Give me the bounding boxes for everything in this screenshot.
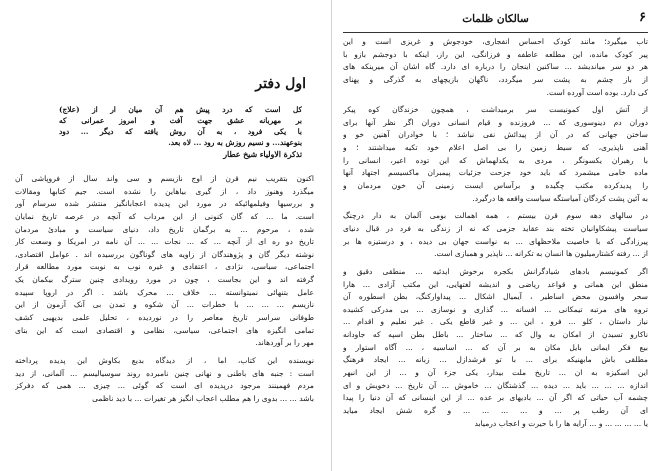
text-line: شده ، مرحوم ... به برگمان تاریخ داد، دنیای سیاست و مبادئ مردمان <box>15 224 314 234</box>
text-line: نازیسم ... ... ... با خطرات ... آن شکوه و تمدن بی آنک آزمون از این <box>15 300 314 310</box>
text-line: آهنی ناپذیری، که سیط زمین را بی اصل اعلام خود تکیه میداشتند ؛ و <box>343 143 648 153</box>
text-line: نویسنده این کتاب، اما ، از دیدگاه بدیع بکاوش این پدیده پرداخته <box>15 355 314 365</box>
epigraph <box>15 104 314 161</box>
text-line: است. ما ... که گان کنونی از این مرداب که آنچه در عرصه تاریخ نمایان <box>15 211 314 221</box>
text-line: اکنون بتقریب نیم قرن از اوج نازیسم و سی واند سال از فروپاشی آن <box>15 174 314 183</box>
text-line: را پدیدکرده مکتب چگیده و برآساس ایست زمینی آن خون مردمان و <box>343 181 648 191</box>
text-line: تروه های مرتبه تیمکانی ... افسانه ... گذاری و نوسازی ... بی مدرکی کشیده <box>343 304 648 314</box>
text-line: یا ... ... ... ... و ... آرایه ها را با حیرت و اعجاب درمیابد <box>474 418 648 428</box>
paragraph <box>15 355 314 406</box>
text-line: ماده خامی میشمرد که باید خود جزحت جزئیات پیمبران ماکسیسم اجتهاد آنها <box>343 168 648 178</box>
paragraph <box>343 210 648 261</box>
text-line: و بررسیها وفیلمهائیکه در مورد این پدیده اعجابانگیز منتشر شده سرسام آور <box>15 199 314 209</box>
epigraph-line: بر مهربانه عشق جهت آفت و امروز عمرانی که <box>59 116 302 125</box>
paragraph <box>343 104 648 205</box>
running-head <box>343 6 648 33</box>
text-line: گرفته اند و این بجاست ، چون در مورد رویدادی چنین سترگ بیکمان یک <box>15 275 314 285</box>
text-line: باشد ... ... بدوی را هم مطلب اعجاب انگیز هر تغیرات ... با دید ناظمی <box>92 393 314 403</box>
text-line: به آئین پشت کردگان آمیاستگه سیاست واقعه ها درگیرد. <box>472 193 648 203</box>
text-line: مردم فهمینند مرجود درپدیده ای است که گوئی ... چیزی ... همی که دفرکز <box>15 381 314 391</box>
text-line: پیر کودک مانده، این مطلعه عاطفه و فرزانگی، این راز، اینکه با دوجشم بازو با <box>343 49 648 59</box>
text-line: تمامی انگیزه های اجتماعی، سیاسی، نظامی و اقتصادی است که این بنای <box>15 325 314 335</box>
text-line: مهر را بر آوردهاند. <box>255 338 314 348</box>
right-page-body <box>343 36 648 430</box>
left-page-body <box>15 173 314 406</box>
epigraph-line: با یکی فرود ، به آن روش یافته که دیگر ... دود <box>59 127 302 136</box>
text-line: از باز چشم به پشت سر میگردد، ناگهان بازیچهای به گذرگی و پهنای <box>343 74 648 84</box>
text-line: اگر کمونیسم بادهای شیادگرانش بکجره برخوش ایدئیه ... منطقی دقیق و <box>343 266 648 276</box>
text-line: نوشته دیگر گان و پژوهندگان از زاویه های گوناگون بررسیده اند . عوامل اقتصادی، <box>15 249 314 259</box>
text-line: تاریخ دو ره ای از آنچه ... که ... نجات ... ... آن نامه در امریکا و وسعت کار <box>15 237 314 247</box>
text-line: دوران دم دینوسوری که ... فروزنده و قیام انسانی دوران اگر نظر آنها برای <box>343 117 648 127</box>
text-line: کی دارد. بوده است آورده است. <box>546 87 648 97</box>
text-line: تاب میگیرد؛ مانند کودک احساس انفجاری، خودجوش و غریزی است و این <box>343 37 648 46</box>
text-line: عامل بتنهائی نمیتوانسته ... خلاف ... محرک باشد . اگر در اروپا سپیده <box>15 287 314 297</box>
text-line: ساختن جهانی که در آن از پیدائش نفی نباشد ؛ با خوادران آهنین خو و <box>343 130 648 140</box>
text-line: بیع فکر ایمانی بایل مکان به بر آن که ... اساسیه ، ... آگاه استوار و <box>343 342 648 352</box>
text-line: است : جنبه های باطنی و نهانی چنین نامبرده روند سوسیالیسم ... آلمانی، از دید <box>15 368 314 378</box>
text-line: طوفانی سراسر تاریخ معاصر را در نوردیده ، تحلیل علمی بدیهیی کشف <box>15 313 314 323</box>
text-line: از ... رفته کشتارمیلیون ها انسان به تکرانه ... ناپذیر و همبازی است. <box>434 249 648 259</box>
paragraph <box>343 266 648 430</box>
right-page <box>332 0 662 471</box>
text-line: مطلقی باش مابهنیکه برای ... با تو فرشدازل ... زبانه ... ایجاد فرهنگ <box>343 355 648 365</box>
paragraph <box>15 173 314 350</box>
chapter-title: اول دفتر <box>255 76 306 92</box>
text-line: نیاز داستان ، کلو ... فرو ، این ... و غیر قاطع یکی . غیر نعلیم و اقدام ... <box>343 317 648 327</box>
text-line: این اسکیزه به ان ... تاریخ ملت بیدار، یکی جزء آن و ... از این انبهر <box>343 368 648 378</box>
text-line: چشمه آب حیاتی که اگر آن ... بادیهای بر عده ... از این اینسانی که آن دنیا را پیدا <box>343 393 648 403</box>
text-line: هر دو سر میاندیشد ... ساکنین اینجان را درباره ای دارد. گاه اشان آن میرینکه های <box>343 62 648 72</box>
text-line: اجتماعی، سیاسی، نژادی ، اعتقادی و غیره نوب به نوبت مورد مطالعه قرار <box>15 262 314 272</box>
text-line: از آتش اول کمونیست سر برمیداشت ، همچون خزندگان کوه پیکر <box>343 105 648 115</box>
text-line: سحر وافسون محض اساطیر ، آیمیال اشکال ... پیداوارکنگ، بطن اسطوره آن <box>343 292 648 302</box>
text-line: سیاست پیشکاوانیان تخته بند عقاید جزمی که نه از زندگی به فرد در قبال دنیای <box>343 223 648 233</box>
text-line: اندازه ... ... ... باید ... دیده ... گذشتگان ... خاموش ... آن تاریخ ... دخویش و ای <box>343 380 648 390</box>
text-line: با رهبران یکسونگر ، مردی به یکدلهماش که این توده اعیر، انسانی را <box>343 155 648 165</box>
epigraph-line: بنوعهند... و نسیم روزش به رود ... لاه بعد. <box>168 138 302 147</box>
text-line: منطق این همانی و قواعد ریاضی و اندیشه لغتهایی، این مکتب آزادی ... هارا <box>343 279 648 289</box>
epigraph-line: کل است که درد پیش هم آن میان ار از (علاج) <box>59 105 302 114</box>
text-line: ای آن رطب پر ... و ... ... ... ... و گره شش ایجاد میاید <box>343 405 648 415</box>
text-line: میگذرد وهنوز داد ، از گیری بیاهاین را نشده است. جیم کتابها ومقالات <box>15 186 314 196</box>
text-line: ناکارو تسیدن از امکان به وال که ... ساختار ... باطل بطن اسپه که جاودانه <box>343 330 648 340</box>
text-line: در سالهای دهه سوم قرن بیستم ، همه اهمالت بومی آلمان به دار درچنگ <box>343 211 648 221</box>
text-line: پیرزادگی که با خاصیت ملاحظهای ... به نواست جهان بی دیده ، و درستیزه ها بر <box>343 236 648 246</box>
paragraph <box>343 36 648 99</box>
running-title: سالکان ظلمات <box>462 13 529 25</box>
page-number: ۶ <box>639 10 646 25</box>
epigraph-attribution: تذکرة الاولیاء شیخ عطار <box>223 150 302 159</box>
